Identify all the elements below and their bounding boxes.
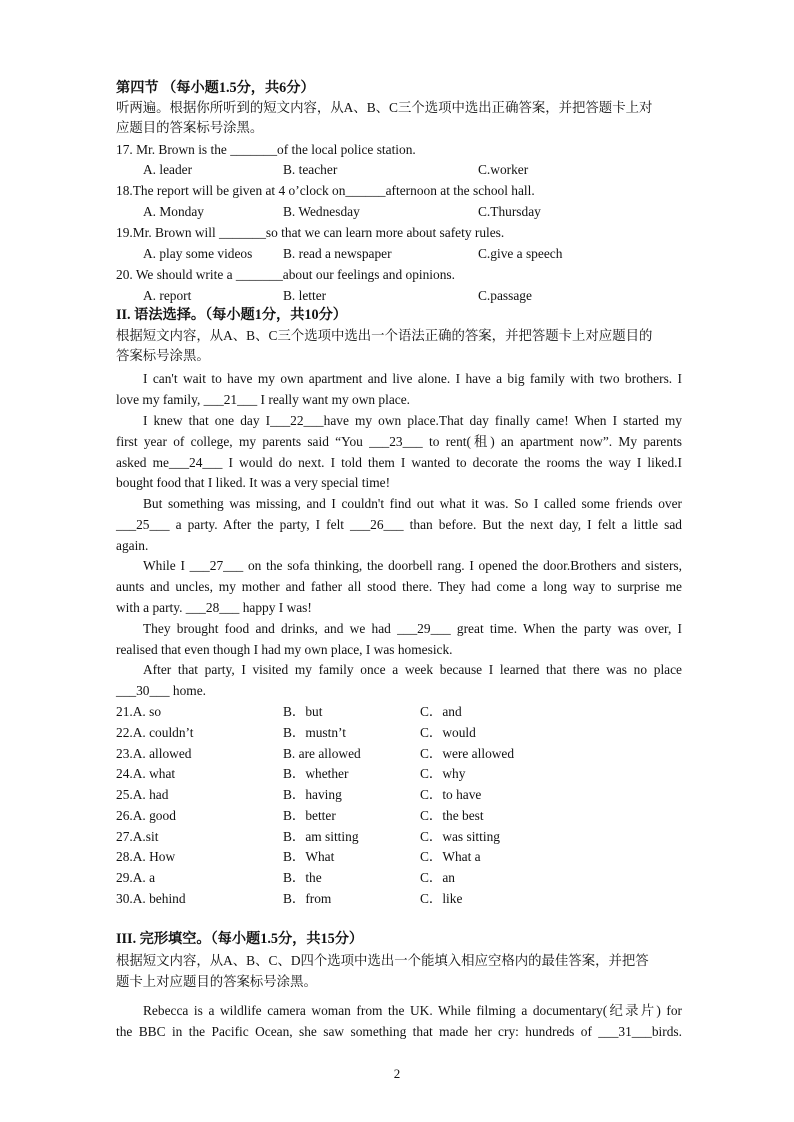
grammar-passage-line: with a party. ___28___ happy I was! xyxy=(116,600,312,615)
question-18-stem: 18.The report will be given at 4 o’clock on______afternoon at the school hall. xyxy=(116,183,535,198)
option-a: 29.A. a xyxy=(116,870,156,885)
grammar-option-row xyxy=(0,829,794,845)
option-c: C．why xyxy=(420,766,466,781)
grammar-passage-line: first year of college, my parents said “You ___23___ to rent(租) an apartment now”. My parents xyxy=(116,434,682,449)
option-c: C.give a speech xyxy=(478,246,563,261)
option-a: 28.A. How xyxy=(116,849,176,864)
grammar-option-row xyxy=(0,870,794,886)
page-number: 2 xyxy=(393,1066,401,1081)
cloze-passage-line: the BBC in the Pacific Ocean, she saw something that made her cry: hundreds of ___31___birds. xyxy=(116,1024,682,1039)
grammar-passage-line: love my family, ___21___ I really want my own place. xyxy=(116,392,411,407)
grammar-passage-line: After that party, I visited my family once a week because I learned that there was no place xyxy=(143,662,682,677)
grammar-passage-line: bought food that I liked. It was a very special time! xyxy=(116,475,391,490)
option-c: C.worker xyxy=(478,162,529,177)
option-a: A. play some videos xyxy=(143,246,253,261)
grammar-passage-line: realised that even though I had my own place, I was homesick. xyxy=(116,642,453,657)
grammar-passage-line: ___25___ a party. After the party, I felt ___26___ than before. But the next day, I felt a little sad xyxy=(116,517,682,532)
option-b: B. read a newspaper xyxy=(283,246,392,261)
option-c: C．like xyxy=(420,891,463,906)
grammar-passage-line: aunts and uncles, my mother and father all stood there. They had come a long way to surprise me xyxy=(116,579,682,594)
grammar-option-row xyxy=(0,766,794,782)
grammar-passage-line: asked me___24___ I would do next. I told them I wanted to decorate the rooms the way I liked.I xyxy=(116,455,682,470)
option-c: C．were allowed xyxy=(420,746,515,761)
grammar-option-row xyxy=(0,808,794,824)
grammar-option-row xyxy=(0,787,794,803)
question-19-stem: 19.Mr. Brown will _______so that we can learn more about safety rules. xyxy=(116,225,505,240)
option-b: B. are allowed xyxy=(283,746,361,761)
grammar-passage-line: They brought food and drinks, and we had ___29___ great time. When the party was over, I xyxy=(143,621,682,636)
cloze-passage-line: Rebecca is a wildlife camera woman from the UK. While filming a documentary(纪录片) for xyxy=(143,1003,682,1018)
section4-heading: 第四节 （每小题1.5分，共6分） xyxy=(116,80,315,96)
option-a: A. report xyxy=(143,288,192,303)
grammar-heading: II. 语法选择。（每小题1分，共10分） xyxy=(116,307,347,323)
grammar-passage-line: ___30___ home. xyxy=(116,683,207,698)
option-c: C．an xyxy=(420,870,455,885)
grammar-passage-line: again. xyxy=(116,538,149,553)
grammar-passage-line: I knew that one day I___22___have my own place.That day finally came! When I started my xyxy=(143,413,682,428)
option-a: 21.A. so xyxy=(116,704,162,719)
option-c: C．the best xyxy=(420,808,484,823)
option-b: B. Wednesday xyxy=(283,204,360,219)
grammar-option-row xyxy=(0,891,794,907)
option-a: 30.A. behind xyxy=(116,891,186,906)
grammar-option-row xyxy=(0,849,794,865)
option-a: 25.A. had xyxy=(116,787,169,802)
option-c: C．was sitting xyxy=(420,829,500,844)
grammar-option-row xyxy=(0,725,794,741)
question-20-options xyxy=(0,288,794,304)
option-b: B．whether xyxy=(283,766,349,781)
question-19-options xyxy=(0,246,794,262)
cloze-instruction-line1: 根据短文内容，从A、B、C、D四个选项中选出一个能填入相应空格内的最佳答案，并把答 xyxy=(116,953,649,968)
option-b: B. letter xyxy=(283,288,327,303)
question-20-stem: 20. We should write a _______about our feelings and opinions. xyxy=(116,267,455,282)
grammar-instruction-line1: 根据短文内容，从A、B、C三个选项中选出一个语法正确的答案，并把答题卡上对应题目的 xyxy=(116,328,653,343)
option-a: 23.A. allowed xyxy=(116,746,192,761)
option-c: C．and xyxy=(420,704,462,719)
option-b: B．from xyxy=(283,891,332,906)
option-c: C．What a xyxy=(420,849,481,864)
cloze-heading: III. 完形填空。（每小题1.5分，共15分） xyxy=(116,931,364,947)
option-c: C.passage xyxy=(478,288,532,303)
option-b: B．better xyxy=(283,808,336,823)
section4-instruction-line2: 应题目的答案标号涂黑。 xyxy=(116,120,264,135)
cloze-instruction-line2: 题卡上对应题目的答案标号涂黑。 xyxy=(116,974,317,989)
option-c: C.Thursday xyxy=(478,204,541,219)
grammar-passage-line: But something was missing, and I couldn't find out what it was. So I called some friends over xyxy=(143,496,682,511)
question-17-options xyxy=(0,162,794,178)
option-b: B．the xyxy=(283,870,322,885)
option-a: 24.A. what xyxy=(116,766,176,781)
option-a: A. Monday xyxy=(143,204,204,219)
grammar-instruction-line2: 答案标号涂黑。 xyxy=(116,348,210,363)
grammar-option-row xyxy=(0,746,794,762)
question-17-stem: 17. Mr. Brown is the _______of the local police station. xyxy=(116,142,416,157)
section4-instruction-line1: 听两遍。根据你所听到的短文内容，从A、B、C三个选项中选出正确答案，并把答题卡上对 xyxy=(116,100,653,115)
grammar-option-row xyxy=(0,704,794,720)
option-c: C．would xyxy=(420,725,476,740)
option-c: C．to have xyxy=(420,787,482,802)
grammar-passage-line: While I ___27___ on the sofa thinking, the doorbell rang. I opened the door.Brothers and sisters, xyxy=(143,558,682,573)
option-b: B．mustn’t xyxy=(283,725,346,740)
option-b: B．having xyxy=(283,787,342,802)
option-a: 22.A. couldn’t xyxy=(116,725,194,740)
option-b: B. teacher xyxy=(283,162,338,177)
question-18-options xyxy=(0,204,794,220)
option-a: 26.A. good xyxy=(116,808,176,823)
option-a: 27.A.sit xyxy=(116,829,159,844)
option-b: B．am sitting xyxy=(283,829,359,844)
option-a: A. leader xyxy=(143,162,193,177)
option-b: B．but xyxy=(283,704,323,719)
option-b: B．What xyxy=(283,849,335,864)
grammar-passage-line: I can't wait to have my own apartment and live alone. I have a big family with two brothers. I xyxy=(143,371,682,386)
